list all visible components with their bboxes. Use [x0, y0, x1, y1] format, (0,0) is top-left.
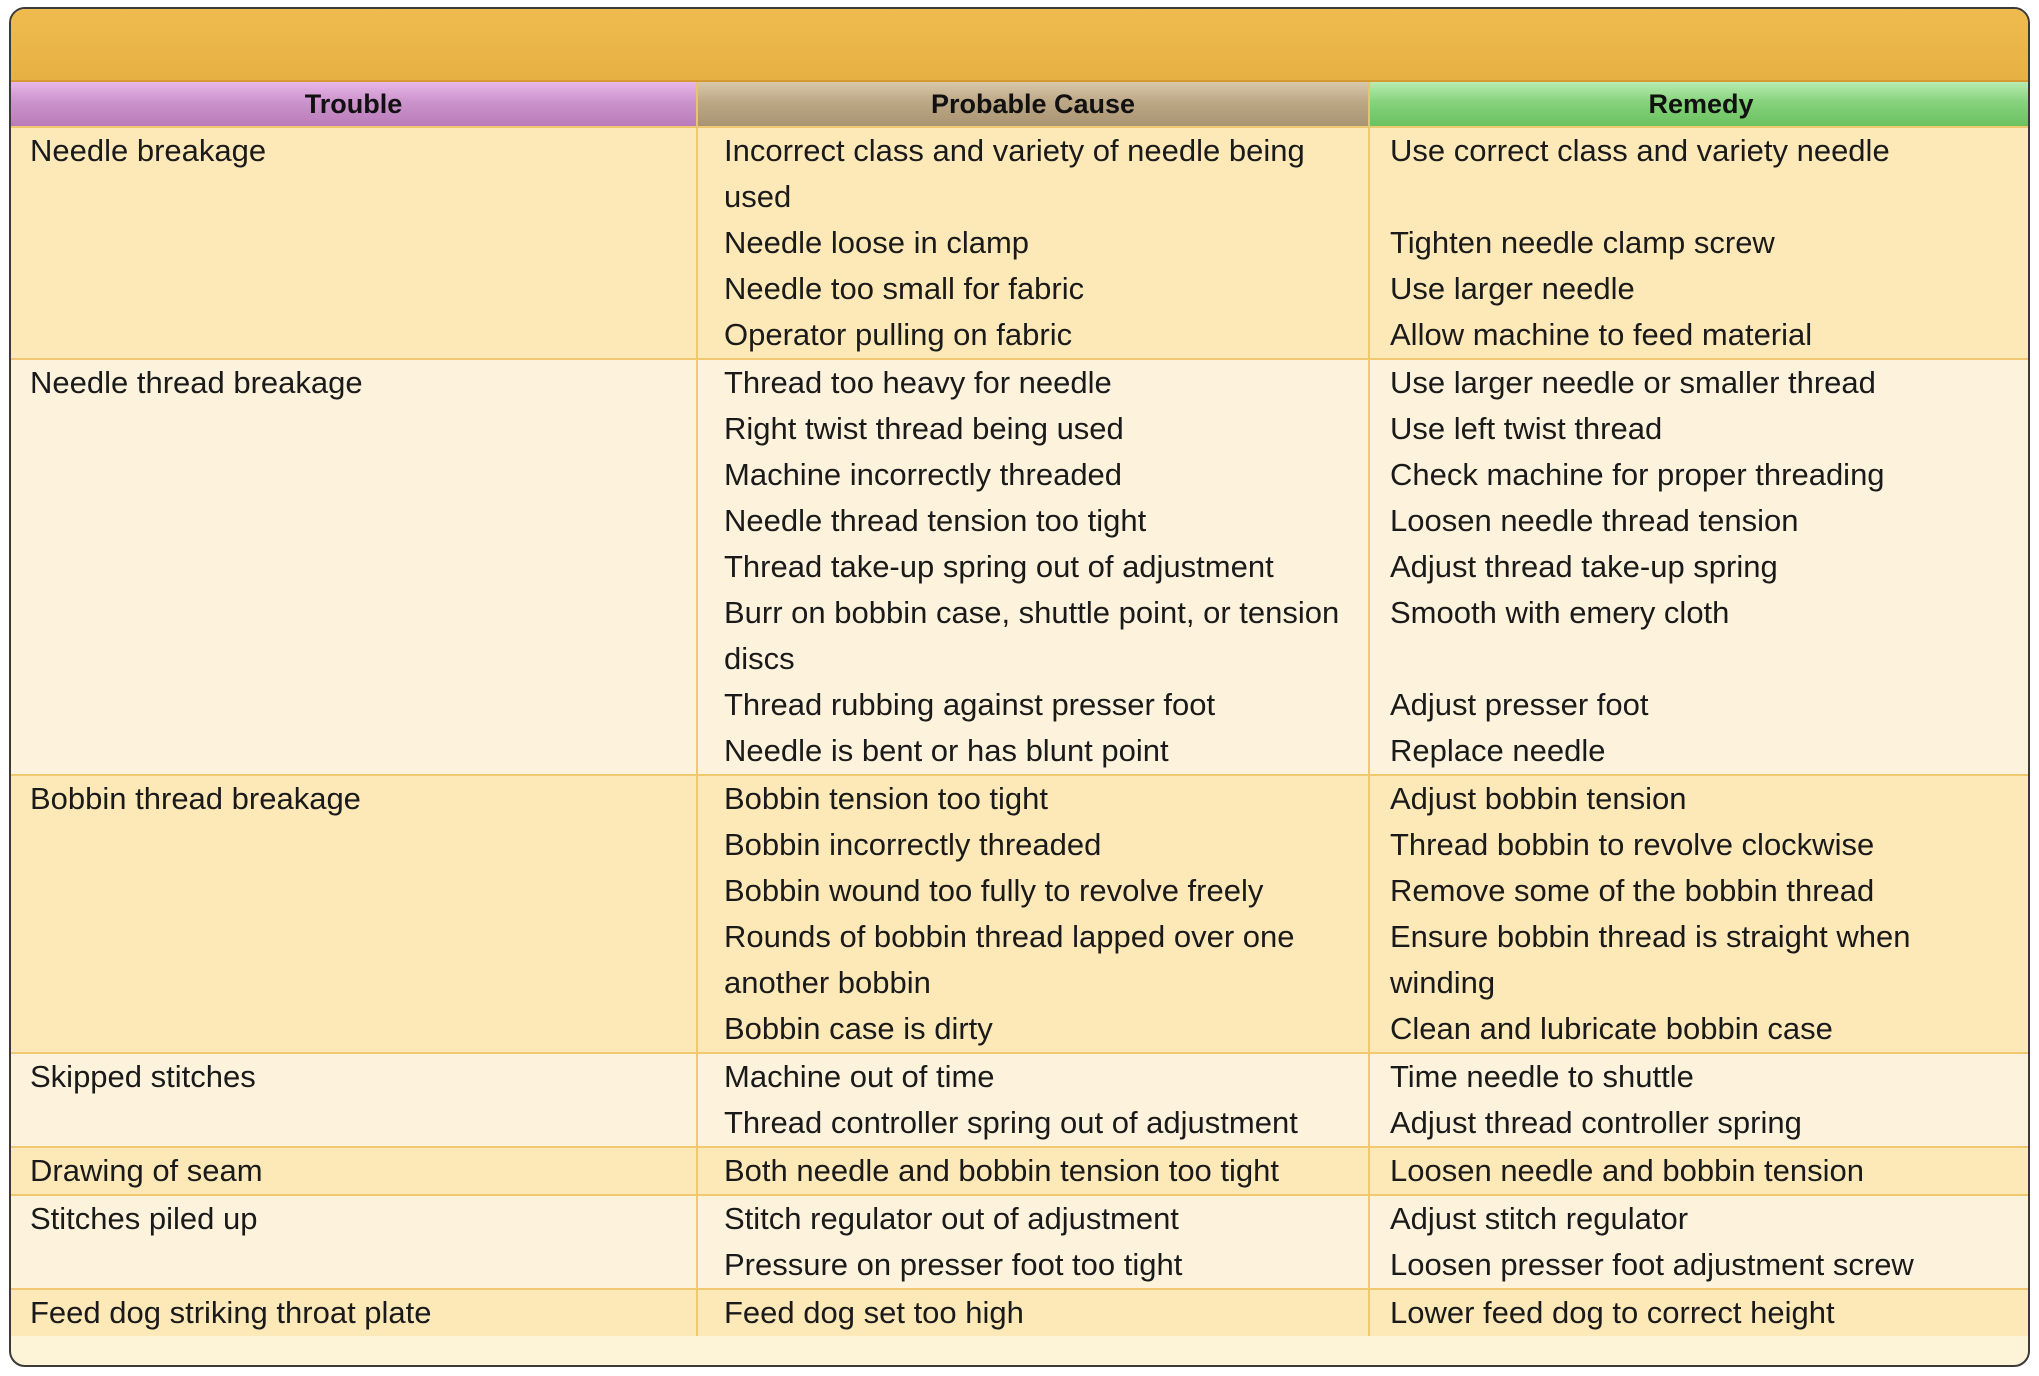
remedy-cell — [1369, 1289, 2030, 1336]
table-row — [11, 1053, 2030, 1147]
troubleshooting-table — [11, 82, 2030, 1336]
trouble-cell: Stitches piled up — [11, 1195, 697, 1289]
remedy-item: Ensure bobbin thread is straight when winding — [1390, 919, 1911, 1000]
table-row — [11, 1147, 2030, 1195]
remedy-cell — [1369, 1195, 2030, 1289]
probable-cause-item: Bobbin wound too fully to revolve freely — [724, 873, 1264, 908]
table-body — [11, 127, 2030, 1336]
remedy-item: Replace needle — [1390, 733, 1606, 768]
probable-cause-cell — [697, 127, 1369, 359]
remedy-item: Use left twist thread — [1390, 411, 1663, 446]
remedy-item: Adjust thread take-up spring — [1390, 549, 1778, 584]
remedy-item: Adjust thread controller spring — [1390, 1105, 1802, 1140]
probable-cause-item: Needle is bent or has blunt point — [724, 733, 1169, 768]
trouble-cell: Needle thread breakage — [11, 359, 697, 775]
probable-cause-item: Thread take-up spring out of adjustment — [724, 549, 1274, 584]
trouble-cell: Feed dog striking throat plate — [11, 1289, 697, 1336]
remedy-item: Use correct class and variety needle — [1390, 133, 1890, 168]
remedy-item: Loosen presser foot adjustment screw — [1390, 1247, 1914, 1282]
remedy-cell — [1369, 359, 2030, 775]
troubleshooting-table-frame — [9, 7, 2030, 1367]
probable-cause-item: Both needle and bobbin tension too tight — [724, 1153, 1280, 1188]
table-row — [11, 127, 2030, 359]
probable-cause-cell — [697, 775, 1369, 1053]
probable-cause-item: Incorrect class and variety of needle being used — [724, 133, 1305, 214]
probable-cause-item: Thread controller spring out of adjustment — [724, 1105, 1298, 1140]
remedy-cell — [1369, 1053, 2030, 1147]
trouble-cell: Bobbin thread breakage — [11, 775, 697, 1053]
remedy-item: Adjust presser foot — [1390, 687, 1649, 722]
probable-cause-item: Machine out of time — [724, 1059, 995, 1094]
probable-cause-cell — [697, 1289, 1369, 1336]
probable-cause-item: Needle thread tension too tight — [724, 503, 1147, 538]
header-trouble: Trouble — [11, 82, 697, 127]
trouble-cell: Skipped stitches — [11, 1053, 697, 1147]
remedy-item: Smooth with emery cloth — [1390, 595, 1730, 630]
probable-cause-item: Needle too small for fabric — [724, 271, 1085, 306]
probable-cause-item: Rounds of bobbin thread lapped over one another bobbin — [724, 919, 1295, 1000]
trouble-cell: Drawing of seam — [11, 1147, 697, 1195]
probable-cause-cell — [697, 1195, 1369, 1289]
probable-cause-item: Operator pulling on fabric — [724, 317, 1073, 352]
probable-cause-cell — [697, 1147, 1369, 1195]
remedy-item: Check machine for proper threading — [1390, 457, 1885, 492]
remedy-cell — [1369, 775, 2030, 1053]
header-probable-cause: Probable Cause — [697, 82, 1369, 127]
remedy-item: Remove some of the bobbin thread — [1390, 873, 1875, 908]
probable-cause-item: Thread too heavy for needle — [724, 365, 1112, 400]
probable-cause-item: Bobbin incorrectly threaded — [724, 827, 1102, 862]
remedy-cell — [1369, 1147, 2030, 1195]
probable-cause-item: Needle loose in clamp — [724, 225, 1030, 260]
probable-cause-cell — [697, 359, 1369, 775]
probable-cause-item: Bobbin case is dirty — [724, 1011, 993, 1046]
remedy-item: Use larger needle — [1390, 271, 1635, 306]
probable-cause-item: Stitch regulator out of adjustment — [724, 1201, 1179, 1236]
probable-cause-item: Feed dog set too high — [724, 1295, 1024, 1330]
table-row — [11, 359, 2030, 775]
probable-cause-item: Thread rubbing against presser foot — [724, 687, 1216, 722]
table-title-bar — [11, 9, 2028, 82]
remedy-item: Loosen needle thread tension — [1390, 503, 1799, 538]
probable-cause-item: Right twist thread being used — [724, 411, 1124, 446]
remedy-item: Clean and lubricate bobbin case — [1390, 1011, 1833, 1046]
remedy-item: Tighten needle clamp screw — [1390, 225, 1775, 260]
remedy-item: Adjust stitch regulator — [1390, 1201, 1689, 1236]
header-remedy: Remedy — [1369, 82, 2030, 127]
table-row — [11, 1289, 2030, 1336]
remedy-item: Loosen needle and bobbin tension — [1390, 1153, 1865, 1188]
remedy-cell — [1369, 127, 2030, 359]
probable-cause-item: Machine incorrectly threaded — [724, 457, 1123, 492]
table-row — [11, 1195, 2030, 1289]
remedy-item: Time needle to shuttle — [1390, 1059, 1694, 1094]
remedy-item: Thread bobbin to revolve clockwise — [1390, 827, 1875, 862]
probable-cause-item: Burr on bobbin case, shuttle point, or tension discs — [724, 595, 1340, 676]
probable-cause-item: Pressure on presser foot too tight — [724, 1247, 1183, 1282]
trouble-cell: Needle breakage — [11, 127, 697, 359]
probable-cause-item: Bobbin tension too tight — [724, 781, 1049, 816]
header-row — [11, 82, 2030, 127]
table-row — [11, 775, 2030, 1053]
remedy-item: Use larger needle or smaller thread — [1390, 365, 1876, 400]
probable-cause-cell — [697, 1053, 1369, 1147]
remedy-item: Adjust bobbin tension — [1390, 781, 1687, 816]
remedy-item: Allow machine to feed material — [1390, 317, 1813, 352]
remedy-item: Lower feed dog to correct height — [1390, 1295, 1835, 1330]
